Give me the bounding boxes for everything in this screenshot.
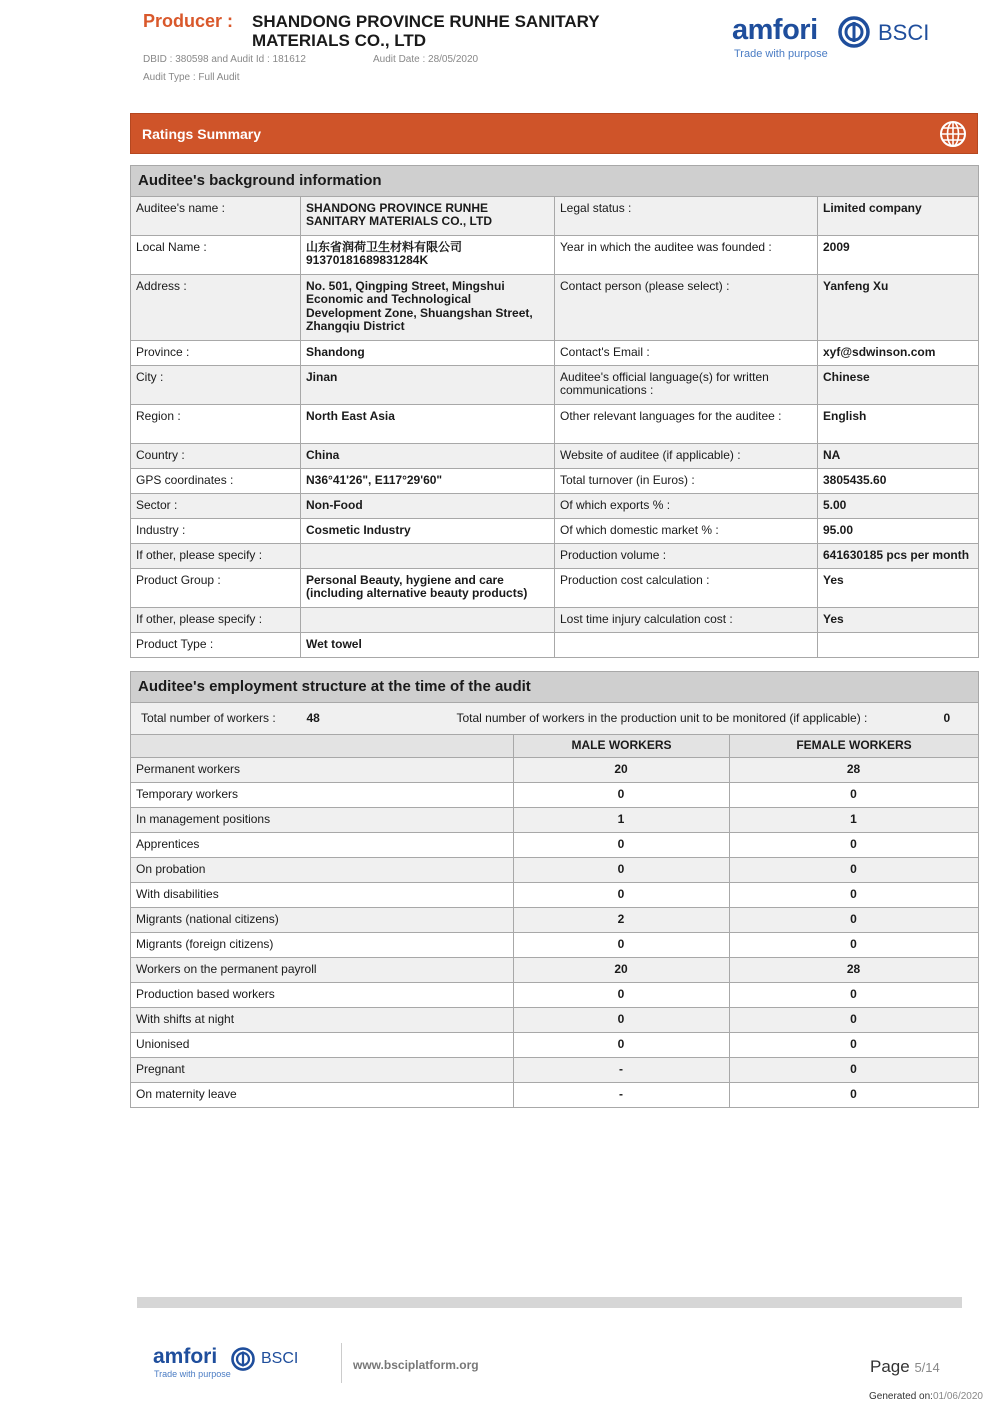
producer-label: Producer : xyxy=(143,11,234,31)
row-value: North East Asia xyxy=(301,404,555,443)
footer-amfori-bsci-logo xyxy=(153,1345,303,1381)
row-value: Yes xyxy=(818,607,979,632)
table-row xyxy=(131,882,979,907)
table-row xyxy=(131,543,979,568)
row-label: Website of auditee (if applicable) : xyxy=(555,443,818,468)
row-value: Limited company xyxy=(818,196,979,235)
table-row xyxy=(131,832,979,857)
row-value: China xyxy=(301,443,555,468)
male-count: 0 xyxy=(514,1007,730,1032)
table-row xyxy=(131,957,979,982)
female-count: 0 xyxy=(730,982,979,1007)
table-row xyxy=(131,196,979,235)
row-label: Sector : xyxy=(131,493,301,518)
amfori-ring-icon xyxy=(838,16,870,48)
row-value: Personal Beauty, hygiene and care (including alternative beauty products) xyxy=(301,568,555,607)
production-unit-label: Total number of workers in the production unit to be monitored (if applicable) : xyxy=(456,710,868,725)
row-label: Product Group : xyxy=(131,568,301,607)
row-value: 641630185 pcs per month xyxy=(818,543,979,568)
footer-brand-name: amfori xyxy=(153,1345,218,1368)
row-value: SHANDONG PROVINCE RUNHE SANITARY MATERIALS CO., LTD xyxy=(301,196,555,235)
audit-ids: DBID : 380598 and Audit Id : 181612 xyxy=(143,54,306,65)
footer-divider-bar xyxy=(137,1297,962,1308)
row-label: Lost time injury calculation cost : xyxy=(555,607,818,632)
male-count: 0 xyxy=(514,1032,730,1057)
table-row xyxy=(131,443,979,468)
row-label: Contact's Email : xyxy=(555,340,818,365)
amfori-ring-icon xyxy=(231,1347,255,1371)
female-count: 0 xyxy=(730,782,979,807)
page-header xyxy=(0,0,1000,100)
row-value: Chinese xyxy=(818,365,979,404)
row-label: Production volume : xyxy=(555,543,818,568)
globe-icon xyxy=(939,120,967,148)
table-row xyxy=(131,365,979,404)
table-row xyxy=(131,1007,979,1032)
empty-header-cell xyxy=(131,735,514,758)
employment-title: Auditee's employment structure at the time of the audit xyxy=(131,672,979,703)
table-row xyxy=(131,568,979,607)
male-count: 0 xyxy=(514,932,730,957)
row-value: No. 501, Qingping Street, Mingshui Economic and Technological Development Zone, Shuangshan Street, Zhangqiu District xyxy=(301,274,555,340)
male-count: 0 xyxy=(514,857,730,882)
female-count: 0 xyxy=(730,907,979,932)
row-value xyxy=(301,543,555,568)
table-row xyxy=(131,982,979,1007)
table-row xyxy=(131,907,979,932)
female-count: 0 xyxy=(730,1082,979,1107)
table-row xyxy=(131,1082,979,1107)
row-label: Migrants (foreign citizens) xyxy=(131,932,514,957)
footer-brand-program: BSCI xyxy=(261,1350,299,1367)
row-label: On maternity leave xyxy=(131,1082,514,1107)
producer-name: SHANDONG PROVINCE RUNHE SANITARY MATERIALS CO., LTD xyxy=(252,12,600,50)
row-label: Address : xyxy=(131,274,301,340)
table-row xyxy=(131,1057,979,1082)
female-count: 0 xyxy=(730,882,979,907)
amfori-bsci-logo xyxy=(732,14,932,64)
employment-section-header xyxy=(131,672,979,703)
table-row xyxy=(131,1032,979,1057)
page-number xyxy=(870,1357,940,1377)
female-count: 28 xyxy=(730,757,979,782)
audit-date: Audit Date : 28/05/2020 xyxy=(373,54,479,65)
row-label: Industry : xyxy=(131,518,301,543)
row-label: With disabilities xyxy=(131,882,514,907)
male-count: - xyxy=(514,1082,730,1107)
row-value: 95.00 xyxy=(818,518,979,543)
table-row xyxy=(131,404,979,443)
row-value: Non-Food xyxy=(301,493,555,518)
employment-table xyxy=(130,671,979,1108)
page-of: 5/14 xyxy=(914,1360,940,1375)
female-count: 0 xyxy=(730,1057,979,1082)
row-value: N36°41'26", E117°29'60" xyxy=(301,468,555,493)
male-count: 20 xyxy=(514,757,730,782)
brand-name: amfori xyxy=(732,14,818,46)
row-label: Of which domestic market % : xyxy=(555,518,818,543)
row-label: With shifts at night xyxy=(131,1007,514,1032)
table-row xyxy=(131,235,979,274)
row-value: Cosmetic Industry xyxy=(301,518,555,543)
female-count: 0 xyxy=(730,1007,979,1032)
row-label: Temporary workers xyxy=(131,782,514,807)
male-count: 20 xyxy=(514,957,730,982)
row-value: Wet towel xyxy=(301,632,555,657)
female-count: 0 xyxy=(730,1032,979,1057)
row-label: GPS coordinates : xyxy=(131,468,301,493)
background-table xyxy=(130,165,979,658)
employment-column-header xyxy=(131,735,979,758)
total-workers-label: Total number of workers : xyxy=(141,710,276,725)
row-label: Auditee's official language(s) for written communications : xyxy=(555,365,818,404)
row-label: Migrants (national citizens) xyxy=(131,907,514,932)
row-value: Jinan xyxy=(301,365,555,404)
total-workers-value: 48 xyxy=(306,710,320,725)
row-label: City : xyxy=(131,365,301,404)
table-row xyxy=(131,607,979,632)
row-label: Year in which the auditee was founded : xyxy=(555,235,818,274)
generated-date: 01/06/2020 xyxy=(932,1391,983,1402)
row-label: On probation xyxy=(131,857,514,882)
female-workers-header: FEMALE WORKERS xyxy=(730,735,979,758)
table-row xyxy=(131,782,979,807)
row-value: NA xyxy=(818,443,979,468)
male-count: 0 xyxy=(514,882,730,907)
brand-program: BSCI xyxy=(878,20,930,45)
platform-link[interactable]: www.bsciplatform.org xyxy=(353,1358,479,1372)
row-label: Production based workers xyxy=(131,982,514,1007)
female-count: 0 xyxy=(730,832,979,857)
row-value: xyf@sdwinson.com xyxy=(818,340,979,365)
row-value: 5.00 xyxy=(818,493,979,518)
table-row xyxy=(131,468,979,493)
row-value: 2009 xyxy=(818,235,979,274)
footer-brand-tagline: Trade with purpose xyxy=(154,1369,231,1379)
row-value: Yanfeng Xu xyxy=(818,274,979,340)
row-label: Workers on the permanent payroll xyxy=(131,957,514,982)
row-label: Apprentices xyxy=(131,832,514,857)
table-row xyxy=(131,757,979,782)
employment-summary xyxy=(131,702,979,735)
row-label: Province : xyxy=(131,340,301,365)
row-label: Region : xyxy=(131,404,301,443)
generated-label: Generated on: xyxy=(869,1391,933,1402)
production-unit-value: 0 xyxy=(943,710,951,725)
background-section-header xyxy=(131,166,979,197)
row-label: Production cost calculation : xyxy=(555,568,818,607)
row-label: Other relevant languages for the auditee : xyxy=(555,404,818,443)
row-label: If other, please specify : xyxy=(131,543,301,568)
row-label: Local Name : xyxy=(131,235,301,274)
row-value: 山东省润荷卫生材料有限公司 91370181689831284K xyxy=(301,235,555,274)
row-value xyxy=(818,632,979,657)
ratings-summary-title: Ratings Summary xyxy=(142,126,262,142)
male-count: 1 xyxy=(514,807,730,832)
row-label: In management positions xyxy=(131,807,514,832)
row-label: Auditee's name : xyxy=(131,196,301,235)
table-row xyxy=(131,932,979,957)
row-label: Product Type : xyxy=(131,632,301,657)
background-title: Auditee's background information xyxy=(131,166,979,197)
row-label: Contact person (please select) : xyxy=(555,274,818,340)
row-value: English xyxy=(818,404,979,443)
row-value: 3805435.60 xyxy=(818,468,979,493)
row-value xyxy=(301,607,555,632)
table-row xyxy=(131,518,979,543)
female-count: 28 xyxy=(730,957,979,982)
row-label: Unionised xyxy=(131,1032,514,1057)
female-count: 1 xyxy=(730,807,979,832)
row-label: Permanent workers xyxy=(131,757,514,782)
male-count: 0 xyxy=(514,832,730,857)
row-label: Legal status : xyxy=(555,196,818,235)
table-row xyxy=(131,857,979,882)
female-count: 0 xyxy=(730,857,979,882)
row-value: Shandong xyxy=(301,340,555,365)
row-label: Pregnant xyxy=(131,1057,514,1082)
ratings-summary-bar xyxy=(130,113,978,154)
row-label: Of which exports % : xyxy=(555,493,818,518)
row-label: If other, please specify : xyxy=(131,607,301,632)
row-value: Yes xyxy=(818,568,979,607)
male-count: 0 xyxy=(514,982,730,1007)
row-label xyxy=(555,632,818,657)
employment-summary-row xyxy=(131,702,979,735)
brand-tagline: Trade with purpose xyxy=(734,48,828,60)
audit-type: Audit Type : Full Audit xyxy=(143,72,240,83)
male-count: 2 xyxy=(514,907,730,932)
male-count: 0 xyxy=(514,782,730,807)
table-row xyxy=(131,340,979,365)
table-row xyxy=(131,807,979,832)
table-row xyxy=(131,493,979,518)
male-workers-header: MALE WORKERS xyxy=(514,735,730,758)
table-row xyxy=(131,632,979,657)
table-row xyxy=(131,274,979,340)
female-count: 0 xyxy=(730,932,979,957)
generated-on xyxy=(869,1391,983,1402)
row-label: Country : xyxy=(131,443,301,468)
row-label: Total turnover (in Euros) : xyxy=(555,468,818,493)
page-label: Page xyxy=(870,1357,910,1376)
footer-vertical-divider xyxy=(341,1343,342,1383)
male-count: - xyxy=(514,1057,730,1082)
